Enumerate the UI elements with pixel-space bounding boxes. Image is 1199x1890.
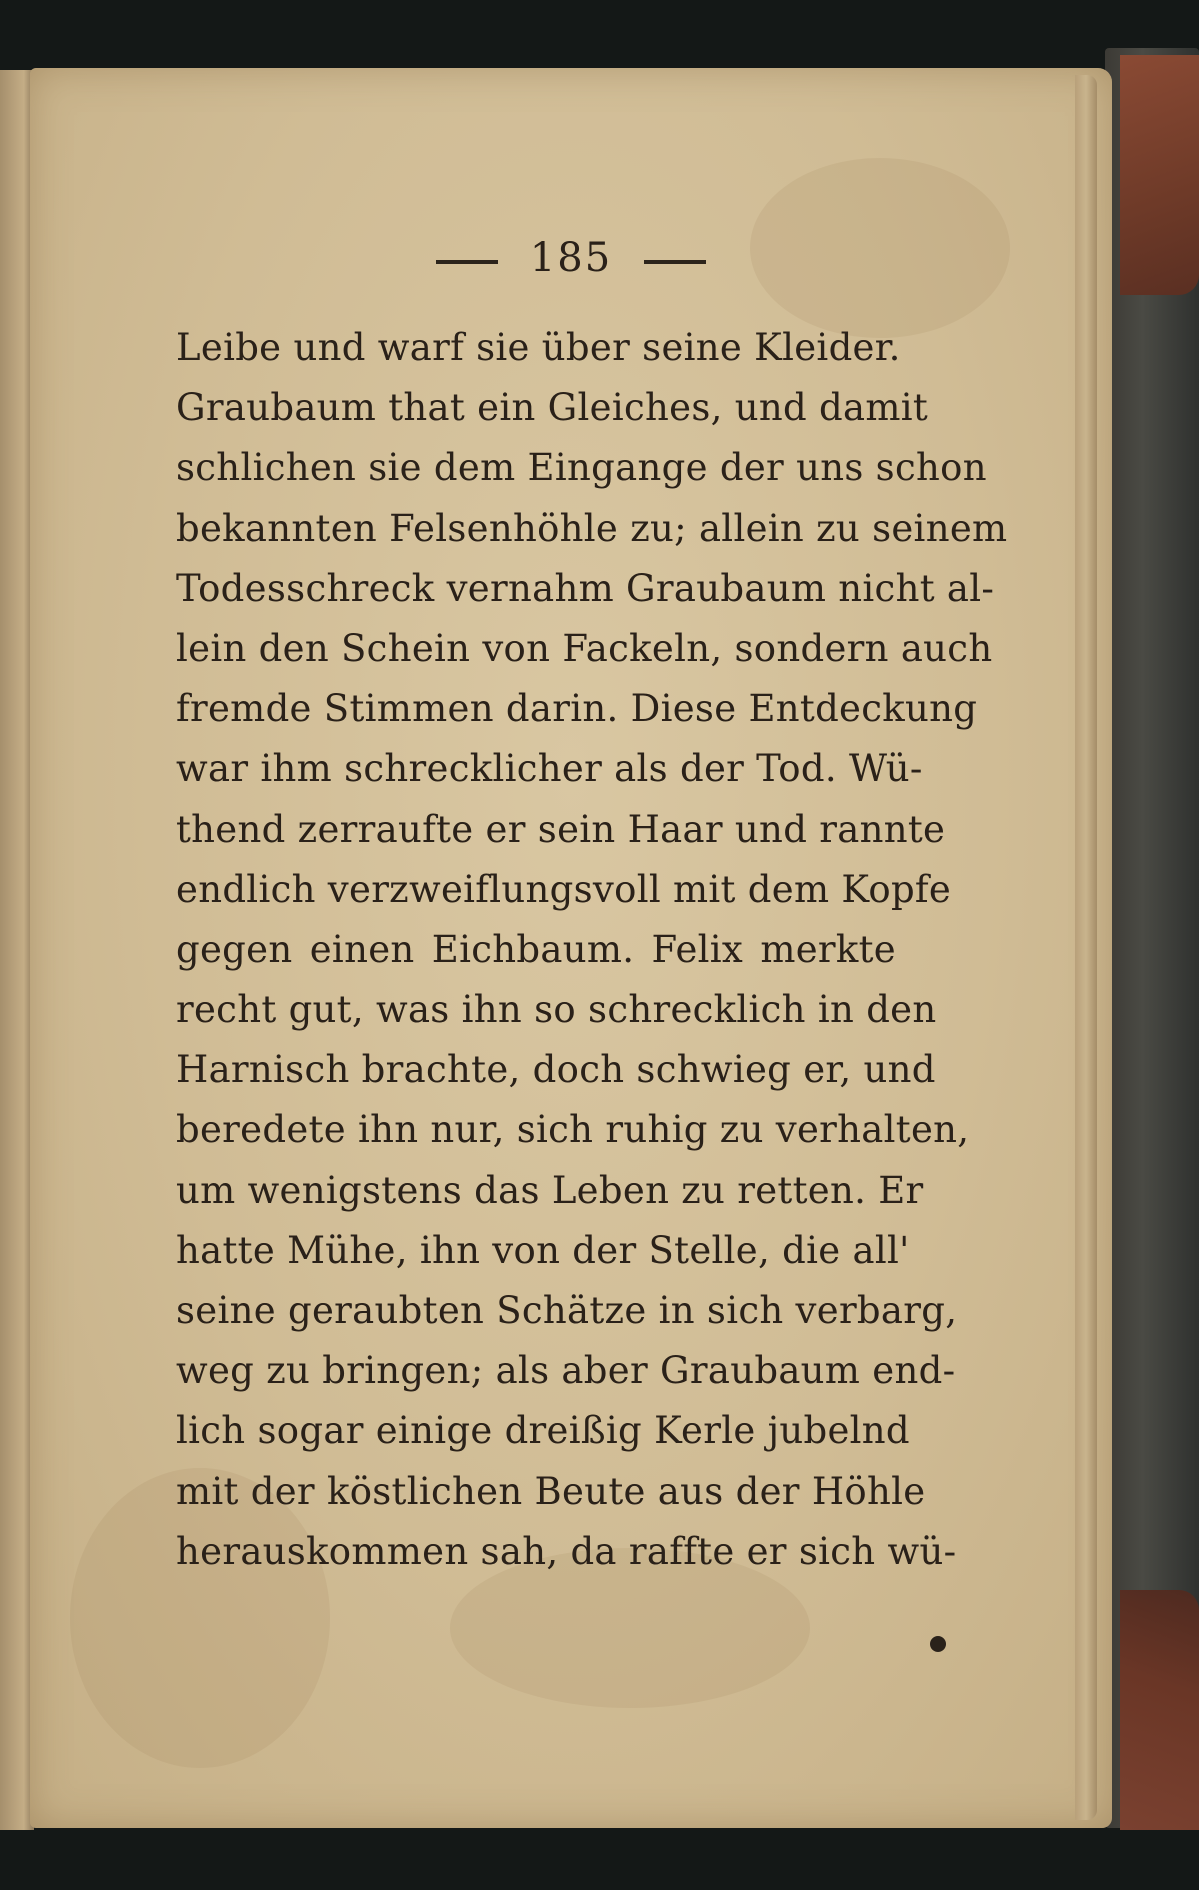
book-cover-board	[1105, 48, 1199, 1828]
text-line: fremde Stimmen darin. Diese Entdeckung	[176, 687, 978, 731]
text-line: mit der köstlichen Beute aus der Höhle	[176, 1469, 926, 1513]
text-line: Graubaum that ein Gleiches, und damit	[176, 386, 929, 430]
text-line: bekannten Felsenhöhle zu; allein zu seinem	[176, 506, 1008, 550]
text-line: endlich verzweiflungsvoll mit dem Kopfe	[176, 867, 952, 911]
left-page-edge	[0, 70, 34, 1830]
text-line: lein den Schein von Fackeln, sondern auch	[176, 626, 993, 670]
text-line: um wenigstens das Leben zu retten. Er	[176, 1168, 924, 1212]
text-line: recht gut, was ihn so schrecklich in den	[176, 988, 937, 1032]
page-body-text	[176, 318, 1008, 1582]
header-dash-right	[644, 260, 706, 264]
text-line: hatte Mühe, ihn von der Stelle, die all'	[176, 1228, 910, 1272]
cover-leather-corner-top	[1120, 55, 1199, 295]
text-line: Leibe und warf sie über seine Kleider.	[176, 326, 901, 369]
page-number: 185	[529, 235, 613, 281]
text-line: herauskommen sah, da raffte er sich wü-	[176, 1529, 957, 1573]
ink-dot	[930, 1636, 946, 1652]
text-line: Todesschreck vernahm Graubaum nicht al-	[176, 566, 995, 610]
text-line: gegen einen Eichbaum. Felix merkte	[176, 927, 896, 971]
text-line: schlichen sie dem Eingange der uns schon	[176, 446, 987, 490]
header-dash-left	[436, 260, 498, 264]
text-line: seine geraubten Schätze in sich verbarg,	[176, 1289, 958, 1332]
text-line: war ihm schrecklicher als der Tod. Wü-	[176, 747, 923, 791]
page-right-edge	[1075, 75, 1097, 1820]
page-header	[30, 235, 1112, 281]
text-line: weg zu bringen; als aber Graubaum end-	[176, 1349, 956, 1393]
text-line: Harnisch brachte, doch schwieg er, und	[176, 1048, 936, 1092]
text-line: thend zerraufte er sein Haar und rannte	[176, 807, 946, 851]
cover-leather-corner-bottom	[1120, 1590, 1199, 1830]
text-line: beredete ihn nur, sich ruhig zu verhalten,	[176, 1108, 970, 1152]
text-line: lich sogar einige dreißig Kerle jubelnd	[176, 1409, 910, 1453]
